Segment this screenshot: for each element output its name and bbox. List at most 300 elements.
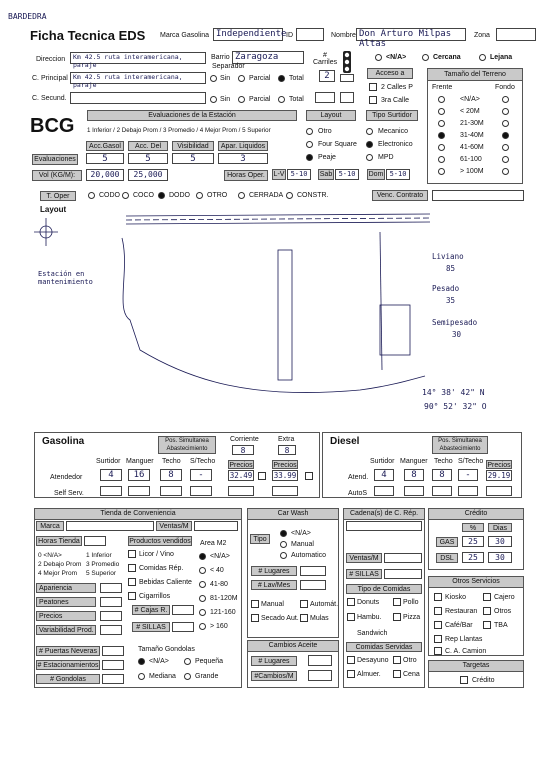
direccion-label: Direccion bbox=[36, 56, 66, 63]
sketch-liviano-n: 85 bbox=[446, 264, 456, 273]
tienda-horas-field[interactable] bbox=[84, 536, 106, 546]
csecund-semaforo-field[interactable] bbox=[340, 92, 354, 103]
acceso-header: Acceso a bbox=[367, 68, 413, 79]
distance-na-radio[interactable] bbox=[375, 54, 382, 61]
eval-visibilidad-value[interactable]: 5 bbox=[172, 153, 214, 164]
aceite-lugares-field[interactable] bbox=[308, 655, 332, 666]
toper-radio-2[interactable] bbox=[158, 192, 165, 199]
tienda-ventas-field[interactable] bbox=[194, 521, 238, 531]
tam-pequena-radio[interactable] bbox=[184, 658, 191, 665]
sketch-liviano: Liviano bbox=[432, 252, 464, 261]
tienda-sillas-field[interactable] bbox=[172, 622, 194, 632]
dispenser-island bbox=[277, 252, 289, 370]
cadena-pollo-check[interactable] bbox=[393, 598, 401, 606]
otros-label-1: Cajero bbox=[494, 594, 515, 601]
distance-lejana-label: Lejana bbox=[490, 54, 513, 61]
carwash-auto-radio[interactable] bbox=[280, 552, 287, 559]
stamp-text: BARDEDRA bbox=[8, 12, 47, 21]
cadena-donuts-check[interactable] bbox=[347, 598, 355, 606]
credito-pct-label: % bbox=[462, 523, 484, 532]
eval-apar-value[interactable]: 3 bbox=[218, 153, 268, 164]
id-field[interactable] bbox=[296, 28, 324, 41]
total-label: Total bbox=[289, 75, 304, 82]
otros-panel bbox=[428, 576, 524, 656]
distance-lejana-radio[interactable] bbox=[479, 54, 486, 61]
horas-oper-label: Horas Oper. bbox=[224, 170, 268, 181]
tam-na-label: <N/A> bbox=[149, 658, 169, 665]
gasolina-precios-label-2: Precios bbox=[273, 462, 297, 469]
eval-col-visibilidad: Visibilidad bbox=[172, 141, 214, 151]
gasolina-corriente-label: Corriente bbox=[230, 436, 259, 443]
page-title: Ficha Tecnica EDS bbox=[30, 28, 146, 43]
tienda-area-radio-5[interactable] bbox=[199, 623, 206, 630]
layout-four-radio[interactable] bbox=[306, 141, 313, 148]
distance-cercana-label: Cercana bbox=[433, 54, 461, 61]
terreno-option-label-6: > 100M bbox=[460, 168, 484, 175]
cadena-pizza-check[interactable] bbox=[393, 613, 401, 621]
tienda-area-label-3: 81-120M bbox=[210, 595, 238, 602]
horas-sab-label: Sab bbox=[319, 171, 333, 178]
semaforo-field[interactable] bbox=[340, 74, 354, 82]
credito-dsl-label: DSL bbox=[436, 553, 458, 563]
gasolina-self-surtidor[interactable] bbox=[100, 486, 122, 496]
tienda-row-field-0[interactable] bbox=[100, 583, 122, 593]
cadena-tipo-label: Tipo de Comidas bbox=[346, 584, 422, 594]
tienda-cajas-field[interactable] bbox=[172, 605, 194, 615]
toper-radio-1[interactable] bbox=[122, 192, 129, 199]
credito-dsl-dias[interactable]: 30 bbox=[488, 552, 512, 563]
credito-dias-label: Dias bbox=[488, 523, 512, 532]
otros-check-5[interactable] bbox=[483, 621, 491, 629]
diesel-atend-label: Atend. bbox=[348, 474, 369, 481]
horas-lv-label: L-V bbox=[273, 171, 285, 178]
sketch-semipesado: Semipesado bbox=[432, 318, 478, 327]
tienda-puertas-field[interactable] bbox=[102, 646, 124, 656]
terreno-fondo-radio-4[interactable] bbox=[502, 144, 509, 151]
otros-label-6: Rep Llantas bbox=[445, 636, 483, 643]
tienda-marca-label: Marca bbox=[36, 521, 64, 531]
otros-label-4: Café/Bar bbox=[445, 622, 473, 629]
tienda-row-label-0: Apariencia bbox=[36, 583, 96, 593]
terreno-fondo-label: Fondo bbox=[495, 84, 515, 91]
tam-grande-radio[interactable] bbox=[184, 673, 191, 680]
id-label: ID bbox=[286, 32, 293, 39]
surtidor-header: Tipo Surtidor bbox=[366, 110, 418, 121]
tienda-prod-label-1: Comidas Rép. bbox=[139, 565, 184, 572]
toper-label-4: CERRADA bbox=[249, 192, 284, 199]
cadena-almuer-check[interactable] bbox=[347, 670, 355, 678]
diesel-autos-surtidor[interactable] bbox=[374, 486, 394, 496]
tienda-puertas-label: # Puertas Neveras bbox=[36, 646, 100, 656]
terreno-fondo-radio-6[interactable] bbox=[502, 168, 509, 175]
toper-label: T. Oper bbox=[40, 191, 76, 201]
cprincipal-parcial-radio[interactable] bbox=[238, 75, 245, 82]
carwash-na-label: <N/A> bbox=[291, 530, 311, 537]
cadena-sandwich-label: Sandwich bbox=[357, 630, 388, 637]
otros-check-3[interactable] bbox=[483, 607, 491, 615]
surtidor-mpd-radio[interactable] bbox=[366, 154, 373, 161]
marca-field[interactable]: Independiente bbox=[213, 28, 283, 41]
terreno-option-label-5: 61-100 bbox=[460, 156, 482, 163]
carriles-field[interactable]: 2 bbox=[319, 70, 335, 82]
sketch-title: Layout bbox=[40, 205, 67, 214]
tienda-marca-field[interactable] bbox=[66, 521, 154, 531]
terreno-frente-label: Frente bbox=[432, 84, 453, 91]
tienda-prod-label-3: Cigarrillos bbox=[139, 593, 171, 600]
diesel-autos-precio[interactable] bbox=[486, 486, 512, 496]
diesel-autos-manguer[interactable] bbox=[404, 486, 424, 496]
tienda-area-label-1: < 40 bbox=[210, 567, 224, 574]
sketch-coord-lon: 90° 52' 32" O bbox=[424, 402, 487, 411]
otros-label-3: Otros bbox=[494, 608, 512, 615]
evaluaciones-title: Evaluaciones de la Estación bbox=[87, 110, 297, 121]
gasolina-self-precio-2[interactable] bbox=[272, 486, 298, 496]
carwash-manual-radio[interactable] bbox=[280, 541, 287, 548]
gasolina-extra-label: Extra bbox=[278, 436, 295, 443]
distance-na-label: <N/A> bbox=[386, 54, 407, 61]
carwash-manual-check[interactable] bbox=[251, 600, 259, 608]
toper-label-5: CONSTR. bbox=[297, 192, 329, 199]
otros-check-2[interactable] bbox=[434, 607, 442, 615]
surtidor-mpd-label: MPD bbox=[378, 154, 394, 161]
carwash-mulas-label: Mulas bbox=[310, 615, 329, 622]
parcial-label: Parcial bbox=[249, 75, 271, 82]
gasolina-col-stecho: S/Techo bbox=[190, 458, 216, 465]
diesel-autos-stecho[interactable] bbox=[458, 486, 478, 496]
gasolina-col-surtidor: Surtidor bbox=[96, 458, 121, 465]
carwash-autom-check[interactable] bbox=[300, 600, 308, 608]
cprincipal-sin-radio[interactable] bbox=[210, 75, 217, 82]
vol-value-2[interactable]: 25,000 bbox=[128, 169, 168, 181]
toper-radio-4[interactable] bbox=[238, 192, 245, 199]
carwash-lugares-label: # Lugares bbox=[251, 566, 297, 576]
cadena-sillas-label: # SILLAS bbox=[346, 569, 382, 579]
surtidor-electronico-radio[interactable] bbox=[366, 141, 373, 148]
aceite-cambios-field[interactable] bbox=[308, 670, 332, 681]
gasolina-col-techo: Techo bbox=[162, 458, 181, 465]
barrio-field[interactable]: Zaragoza bbox=[232, 51, 304, 64]
bcg-logo: BCG bbox=[30, 115, 75, 137]
tienda-area-label-5: > 160 bbox=[210, 623, 228, 630]
tienda-gondolas-label: # Gondolas bbox=[36, 674, 100, 684]
vol-label: Vol (KG/M): bbox=[32, 170, 82, 181]
acceso-2calles-check[interactable] bbox=[369, 83, 377, 91]
surtidor-mecanico-radio[interactable] bbox=[366, 128, 373, 135]
tienda-gondolas-field[interactable] bbox=[102, 674, 124, 684]
otros-title: Otros Servicios bbox=[429, 577, 523, 588]
credito-dsl-pct[interactable]: 25 bbox=[462, 552, 484, 563]
zona-field[interactable] bbox=[496, 28, 536, 41]
tam-mediana-radio[interactable] bbox=[138, 673, 145, 680]
diesel-precio-1[interactable]: 29.19 bbox=[487, 471, 511, 480]
credito-title: Crédito bbox=[429, 509, 523, 520]
gasolina-precio-2[interactable]: 33.99 bbox=[273, 471, 297, 480]
gasolina-precio-1[interactable]: 32.49 bbox=[229, 471, 253, 480]
tienda-prod-check-3[interactable] bbox=[128, 592, 136, 600]
csecund-sin-radio[interactable] bbox=[210, 96, 217, 103]
eval-accgasol-value[interactable]: 5 bbox=[86, 153, 124, 164]
traffic-light-icon bbox=[341, 51, 353, 73]
otros-label-7: C. A. Camion bbox=[445, 648, 487, 655]
cadena-cena-label: Cena bbox=[403, 671, 420, 678]
gasolina-stecho-value[interactable]: - bbox=[190, 469, 212, 481]
carwash-secado-label: Secado Aut. bbox=[261, 615, 299, 622]
gasolina-atendedor-label: Atendedor bbox=[50, 474, 83, 481]
marca-label: Marca Gasolina bbox=[160, 32, 210, 39]
cadena-otro-check[interactable] bbox=[393, 656, 401, 664]
terreno-title: Tamaño del Terreno bbox=[428, 69, 522, 81]
carwash-manual-label: Manual bbox=[291, 541, 314, 548]
layout-otro-radio[interactable] bbox=[306, 128, 313, 135]
cprincipal-label: C. Principal bbox=[32, 75, 68, 82]
surtidor-mecanico-label: Mecanico bbox=[378, 128, 408, 135]
distance-cercana-radio[interactable] bbox=[422, 54, 429, 61]
terreno-option-label-0: <N/A> bbox=[460, 96, 480, 103]
targetas-credito-check[interactable] bbox=[460, 676, 468, 684]
acceso-2calles-label: 2 Calles P bbox=[381, 84, 413, 91]
cadena-pizza-label: Pizza bbox=[403, 614, 421, 621]
terreno-fondo-radio-2[interactable] bbox=[502, 120, 509, 127]
layout-header: Layout bbox=[306, 110, 356, 121]
cprincipal-total-radio[interactable] bbox=[278, 75, 285, 82]
cadena-sillas-field[interactable] bbox=[384, 569, 422, 579]
tienda-prod-label-2: Bebidas Caliente bbox=[139, 579, 192, 586]
terreno-frente-radio-6[interactable] bbox=[438, 168, 445, 175]
csecund-field[interactable] bbox=[70, 92, 206, 104]
toper-radio-3[interactable] bbox=[196, 192, 203, 199]
sketch-semipesado-n: 30 bbox=[452, 330, 462, 339]
otros-check-1[interactable] bbox=[483, 593, 491, 601]
tienda-prod-check-1[interactable] bbox=[128, 564, 136, 572]
gasolina-techo-value[interactable]: 8 bbox=[160, 469, 182, 481]
otros-check-7[interactable] bbox=[434, 647, 442, 655]
tienda-row-field-2[interactable] bbox=[100, 611, 122, 621]
csecund-sin-label: Sin bbox=[220, 96, 231, 103]
barrio-label: Barrio bbox=[211, 54, 230, 61]
toper-label-1: COCO bbox=[133, 192, 154, 199]
diesel-col-techo: Techo bbox=[434, 458, 453, 465]
terreno-fondo-radio-5[interactable] bbox=[502, 156, 509, 163]
diesel-surtidor-value[interactable]: 4 bbox=[374, 469, 394, 481]
cadena-hambu-check[interactable] bbox=[347, 613, 355, 621]
credito-gas-label: GAS bbox=[436, 537, 458, 547]
gasolina-precio-2-check[interactable] bbox=[305, 472, 313, 480]
terreno-option-label-3: 31-40M bbox=[460, 132, 484, 139]
venc-contrato-field[interactable] bbox=[432, 190, 524, 201]
diesel-precios-label: Precios bbox=[487, 462, 511, 469]
carwash-mulas-check[interactable] bbox=[300, 614, 308, 622]
diesel-col-manguer: Manguer bbox=[400, 458, 428, 465]
layout-four-label: Four Square bbox=[318, 141, 357, 148]
tienda-sillas-label: # SILLAS bbox=[132, 622, 170, 632]
eval-accdel-value[interactable]: 5 bbox=[128, 153, 168, 164]
cadena-ventas-label: Ventas/M bbox=[346, 553, 382, 563]
separador-label: Separador bbox=[212, 63, 245, 70]
gasolina-precio-1-check[interactable] bbox=[258, 472, 266, 480]
gasolina-title: Gasolina bbox=[42, 436, 85, 447]
layout-peaje-radio[interactable] bbox=[306, 154, 313, 161]
evaluaciones-scale: 1 Inferior / 2 Debajo Prom / 3 Promedio / 4 Mejor Prom / 5 Superior bbox=[87, 127, 271, 134]
diesel-techo-value[interactable]: 8 bbox=[432, 469, 452, 481]
sketch-pesado: Pesado bbox=[432, 284, 460, 293]
layout-peaje-label: Peaje bbox=[318, 154, 336, 161]
cadena-name-field[interactable] bbox=[346, 521, 422, 531]
tienda-row-field-1[interactable] bbox=[100, 597, 122, 607]
carwash-secado-check[interactable] bbox=[251, 614, 259, 622]
toper-label-0: CODO bbox=[99, 192, 120, 199]
sketch-coord-lat: 14° 38' 42" N bbox=[422, 388, 485, 397]
cadena-desayuno-check[interactable] bbox=[347, 656, 355, 664]
direccion-field[interactable]: Km 42.5 ruta interamericana, paraje bbox=[70, 52, 206, 64]
cprincipal-field[interactable]: Km 42.5 ruta interamericana, paraje bbox=[70, 72, 206, 84]
tienda-prod-label-0: Licor / Vino bbox=[139, 551, 174, 558]
cadena-desayuno-label: Desayuno bbox=[357, 657, 389, 664]
tienda-estac-label: # Estacionamientos bbox=[37, 662, 99, 669]
cadena-title: Cadena(s) de C. Rép. bbox=[344, 509, 424, 520]
horas-dom-label: Dom bbox=[368, 171, 384, 178]
diesel-autos-techo[interactable] bbox=[432, 486, 452, 496]
otros-check-6[interactable] bbox=[434, 635, 442, 643]
tam-pequena-label: Pequeña bbox=[195, 658, 224, 665]
otros-check-0[interactable] bbox=[434, 593, 442, 601]
tienda-area-radio-3[interactable] bbox=[199, 595, 206, 602]
tienda-prod-check-0[interactable] bbox=[128, 550, 136, 558]
tienda-area-label-4: 121-160 bbox=[210, 609, 236, 616]
diesel-stecho-value[interactable]: - bbox=[458, 469, 478, 481]
gasolina-manguer-value[interactable]: 16 bbox=[128, 469, 150, 481]
terreno-option-label-1: < 20M bbox=[460, 108, 480, 115]
carwash-lav-field[interactable] bbox=[300, 580, 326, 590]
otros-check-4[interactable] bbox=[434, 621, 442, 629]
cadena-hambu-label: Hambu. bbox=[357, 614, 382, 621]
tienda-row-label-1: Peatones bbox=[36, 597, 96, 607]
diesel-col-surtidor: Surtidor bbox=[370, 458, 395, 465]
targetas-credito-label: Crédito bbox=[472, 677, 495, 684]
cadena-almuer-label: Almuer. bbox=[357, 671, 381, 678]
gasolina-pos-label: Pos. Simultanea Abastecimiento bbox=[158, 436, 216, 454]
evaluaciones-row-label: Evaluaciones bbox=[32, 154, 78, 165]
otros-label-0: Kiosko bbox=[445, 594, 467, 601]
tienda-productos-label: Productos vendidos bbox=[129, 538, 191, 545]
eval-col-accgasol: Acc.Gasol bbox=[86, 141, 124, 151]
tienda-row-label-2: Precios bbox=[36, 611, 96, 621]
terreno-frente-radio-1[interactable] bbox=[438, 108, 445, 115]
diesel-title: Diesel bbox=[330, 436, 360, 447]
horas-lv-value[interactable]: 5-10 bbox=[287, 169, 311, 180]
diesel-manguer-value[interactable]: 8 bbox=[404, 469, 424, 481]
otros-label-2: Restauran bbox=[445, 608, 478, 615]
gasolina-surtidor-value[interactable]: 4 bbox=[100, 469, 122, 481]
terreno-frente-radio-0[interactable] bbox=[438, 96, 445, 103]
carwash-na-radio[interactable] bbox=[280, 530, 287, 537]
horas-sab-value[interactable]: 5-10 bbox=[335, 169, 359, 180]
nombre-label: Nombre bbox=[331, 32, 356, 39]
terreno-fondo-radio-1[interactable] bbox=[502, 108, 509, 115]
terreno-fondo-radio-3[interactable] bbox=[502, 132, 509, 139]
terreno-frente-radio-4[interactable] bbox=[438, 144, 445, 151]
terreno-option-label-2: 21-30M bbox=[460, 120, 484, 127]
gasolina-self-stecho[interactable] bbox=[190, 486, 212, 496]
tienda-area-label-2: 41-80 bbox=[210, 581, 228, 588]
gasolina-corriente-value[interactable]: 8 bbox=[232, 445, 254, 455]
tienda-ventas-label: Ventas/M bbox=[156, 521, 192, 531]
tienda-row-field-3[interactable] bbox=[100, 625, 122, 635]
horas-dom-value[interactable]: 5-10 bbox=[386, 169, 410, 180]
gasolina-selfserv-label: Self Serv. bbox=[54, 490, 84, 497]
layout-otro-label: Otro bbox=[318, 128, 332, 135]
nombre-field[interactable]: Don Arturo Milpas Altas bbox=[356, 28, 466, 41]
tienda-area-radio-2[interactable] bbox=[199, 581, 206, 588]
terreno-option-label-4: 41-60M bbox=[460, 144, 484, 151]
credito-gas-dias[interactable]: 30 bbox=[488, 536, 512, 547]
toper-label-2: DODO bbox=[169, 192, 190, 199]
tienda-title: Tienda de Conveniencia bbox=[35, 509, 241, 520]
acceso-3calle-check[interactable] bbox=[369, 96, 377, 104]
tienda-scale-3: 3 Promedio bbox=[86, 561, 120, 568]
gasolina-self-manguer[interactable] bbox=[128, 486, 150, 496]
carriles-label: # Carriles bbox=[313, 52, 338, 66]
carwash-manual-chk-label: Manual bbox=[261, 601, 284, 608]
cadena-pollo-label: Pollo bbox=[403, 599, 419, 606]
carwash-tipo-label: Tipo bbox=[250, 534, 270, 544]
gasolina-self-precio-1[interactable] bbox=[228, 486, 254, 496]
terreno-fondo-radio-0[interactable] bbox=[502, 96, 509, 103]
tienda-prod-check-2[interactable] bbox=[128, 578, 136, 586]
terreno-frente-radio-3[interactable] bbox=[438, 132, 445, 139]
carwash-lugares-field[interactable] bbox=[300, 566, 326, 576]
eval-col-accdel: Acc. Del bbox=[128, 141, 168, 151]
tienda-area-radio-0[interactable] bbox=[199, 553, 206, 560]
diesel-col-stecho: S/Techo bbox=[458, 458, 484, 465]
terreno-frente-radio-5[interactable] bbox=[438, 156, 445, 163]
vol-value-1[interactable]: 20,000 bbox=[86, 169, 124, 181]
csecund-carriles-field[interactable] bbox=[315, 92, 335, 103]
tienda-cajas-label: # Cajas R. bbox=[132, 605, 170, 615]
otros-label-5: TBA bbox=[494, 622, 508, 629]
terreno-frente-radio-2[interactable] bbox=[438, 120, 445, 127]
csecund-parcial-label: Parcial bbox=[249, 96, 271, 103]
aceite-title: Cambios Aceite bbox=[248, 641, 338, 652]
credito-gas-pct[interactable]: 25 bbox=[462, 536, 484, 547]
tienda-area-label-0: <N/A> bbox=[210, 553, 230, 560]
toper-label-3: OTRO bbox=[207, 192, 228, 199]
toper-radio-0[interactable] bbox=[88, 192, 95, 199]
diesel-pos-label: Pos. Simultanea Abastecimiento bbox=[432, 436, 488, 454]
tam-na-radio[interactable] bbox=[138, 658, 145, 665]
cadena-cena-check[interactable] bbox=[393, 670, 401, 678]
csecund-total-radio[interactable] bbox=[278, 96, 285, 103]
tienda-horas-label: Horas Tienda bbox=[36, 536, 82, 546]
tienda-area-radio-4[interactable] bbox=[199, 609, 206, 616]
carwash-autom-label: Automát. bbox=[310, 601, 339, 608]
cadena-servidas-label: Comidas Servidas bbox=[346, 642, 422, 652]
gasolina-extra-value[interactable]: 8 bbox=[278, 445, 296, 455]
tienda-tam-label: Tamaño Gondolas bbox=[138, 646, 195, 653]
tam-mediana-label: Mediana bbox=[149, 673, 176, 680]
cadena-ventas-field[interactable] bbox=[384, 553, 422, 563]
surtidor-electronico-label: Electronico bbox=[378, 141, 413, 148]
tienda-area-radio-1[interactable] bbox=[199, 567, 206, 574]
cadena-otro-label: Otro bbox=[403, 657, 417, 664]
tienda-estac-field[interactable] bbox=[102, 660, 124, 670]
diesel-autos-label: AutoS bbox=[348, 490, 368, 497]
sketch-pesado-n: 35 bbox=[446, 296, 456, 305]
csecund-parcial-radio[interactable] bbox=[238, 96, 245, 103]
gasolina-self-techo[interactable] bbox=[160, 486, 182, 496]
toper-radio-5[interactable] bbox=[286, 192, 293, 199]
csecund-total-label: Total bbox=[289, 96, 304, 103]
aceite-cambios-label: #Cambios/M bbox=[251, 671, 297, 681]
